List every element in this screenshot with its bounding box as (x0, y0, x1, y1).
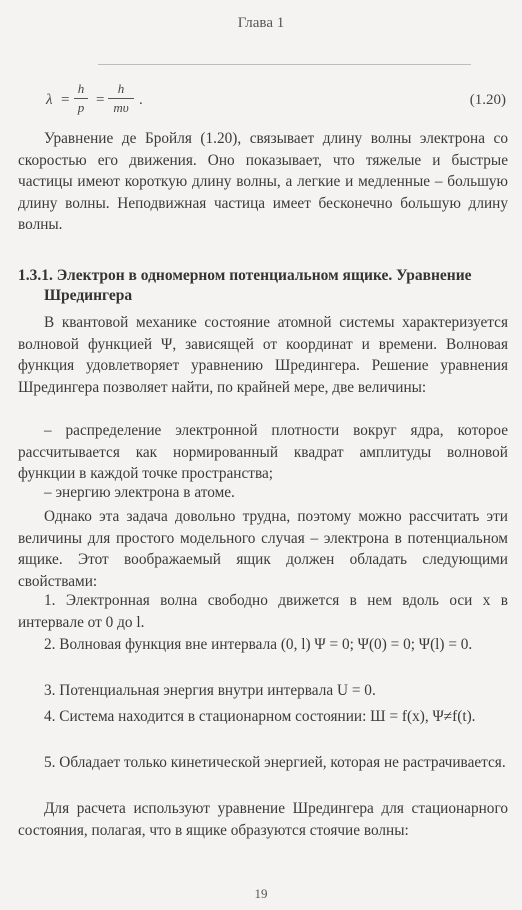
list-item-5: 5. Обладает только кинетической энергией, которая не растрачивается. (44, 754, 506, 771)
paragraph-calculation: Для расчета используют уравнение Шредингера для стационарного состояния, полагая, что в ящике образуются стоячие волны: (18, 800, 508, 839)
paragraph-dash-density: – распределение электронной плотности вокруг ядра, которое рассчитывается как нормированный квадрат амплитуды волновой функции в каждой точке пространства; (18, 422, 508, 483)
page-number: 19 (254, 886, 268, 901)
equation-equals-2: = (96, 92, 105, 108)
equation-number: (1.20) (469, 92, 506, 108)
fraction-h-over-mv (108, 82, 134, 115)
fraction-denominator: p (77, 100, 85, 115)
equation-lambda: λ (46, 92, 53, 108)
section-heading (18, 266, 508, 306)
fraction-denominator: mυ (113, 100, 129, 115)
paragraph-however: Однако эта задача довольно трудна, поэтому можно рассчитать эти величины для простого модельного случая – электрона в потенциальном ящике. Этот воображаемый ящик должен обладать следующими свойствами: (18, 508, 508, 590)
list-item-2: 2. Волновая функция вне интервала (0, l) Ψ = 0; Ψ(0) = 0; Ψ(l) = 0. (44, 636, 473, 653)
fraction-numerator: h (117, 81, 125, 96)
fraction-bar (74, 98, 88, 99)
paragraph-debroglie: Уравнение де Бройля (1.20), связывает длину волны электрона со скоростью его движения. Оно показывает, что тяжелые и быстрые частицы имеют короткую длину волны, а легкие и медленные – большую длину волны. Неподвижная частица имеет бесконечно большую длину волны. (18, 130, 508, 234)
equation-equals-1: = (61, 92, 70, 108)
fraction-bar (108, 98, 134, 99)
running-header: Глава 1 (237, 15, 285, 31)
list-item-3: 3. Потенциальная энергия внутри интервала U = 0. (44, 682, 376, 699)
list-item-4: 4. Система находится в стационарном состоянии: Ш = f(x), Ψ≠f(t). (44, 708, 476, 725)
fraction-numerator: h (77, 81, 85, 96)
equation-period: . (139, 92, 143, 108)
equation-1-20 (46, 80, 506, 120)
header-rule (98, 64, 471, 65)
section-title-line1: 1.3.1. Электрон в одномерном потенциальном ящике. Уравнение (18, 267, 472, 284)
list-item-1: 1. Электронная волна свободно движется в нем вдоль оси x в интервале от 0 до l. (18, 592, 508, 631)
section-title-line2: Шредингера (44, 287, 133, 304)
paragraph-intro: В квантовой механике состояние атомной системы характеризуется волновой функцией Ψ, зависящей от координат и времени. Волновая функция удовлетворяет уравнению Шредингера. Решение уравнения Шредингера позволяет найти, по крайней мере, две величины: (18, 314, 508, 396)
paragraph-dash-energy: – энергию электрона в атоме. (44, 484, 235, 501)
fraction-h-over-p (74, 82, 88, 115)
